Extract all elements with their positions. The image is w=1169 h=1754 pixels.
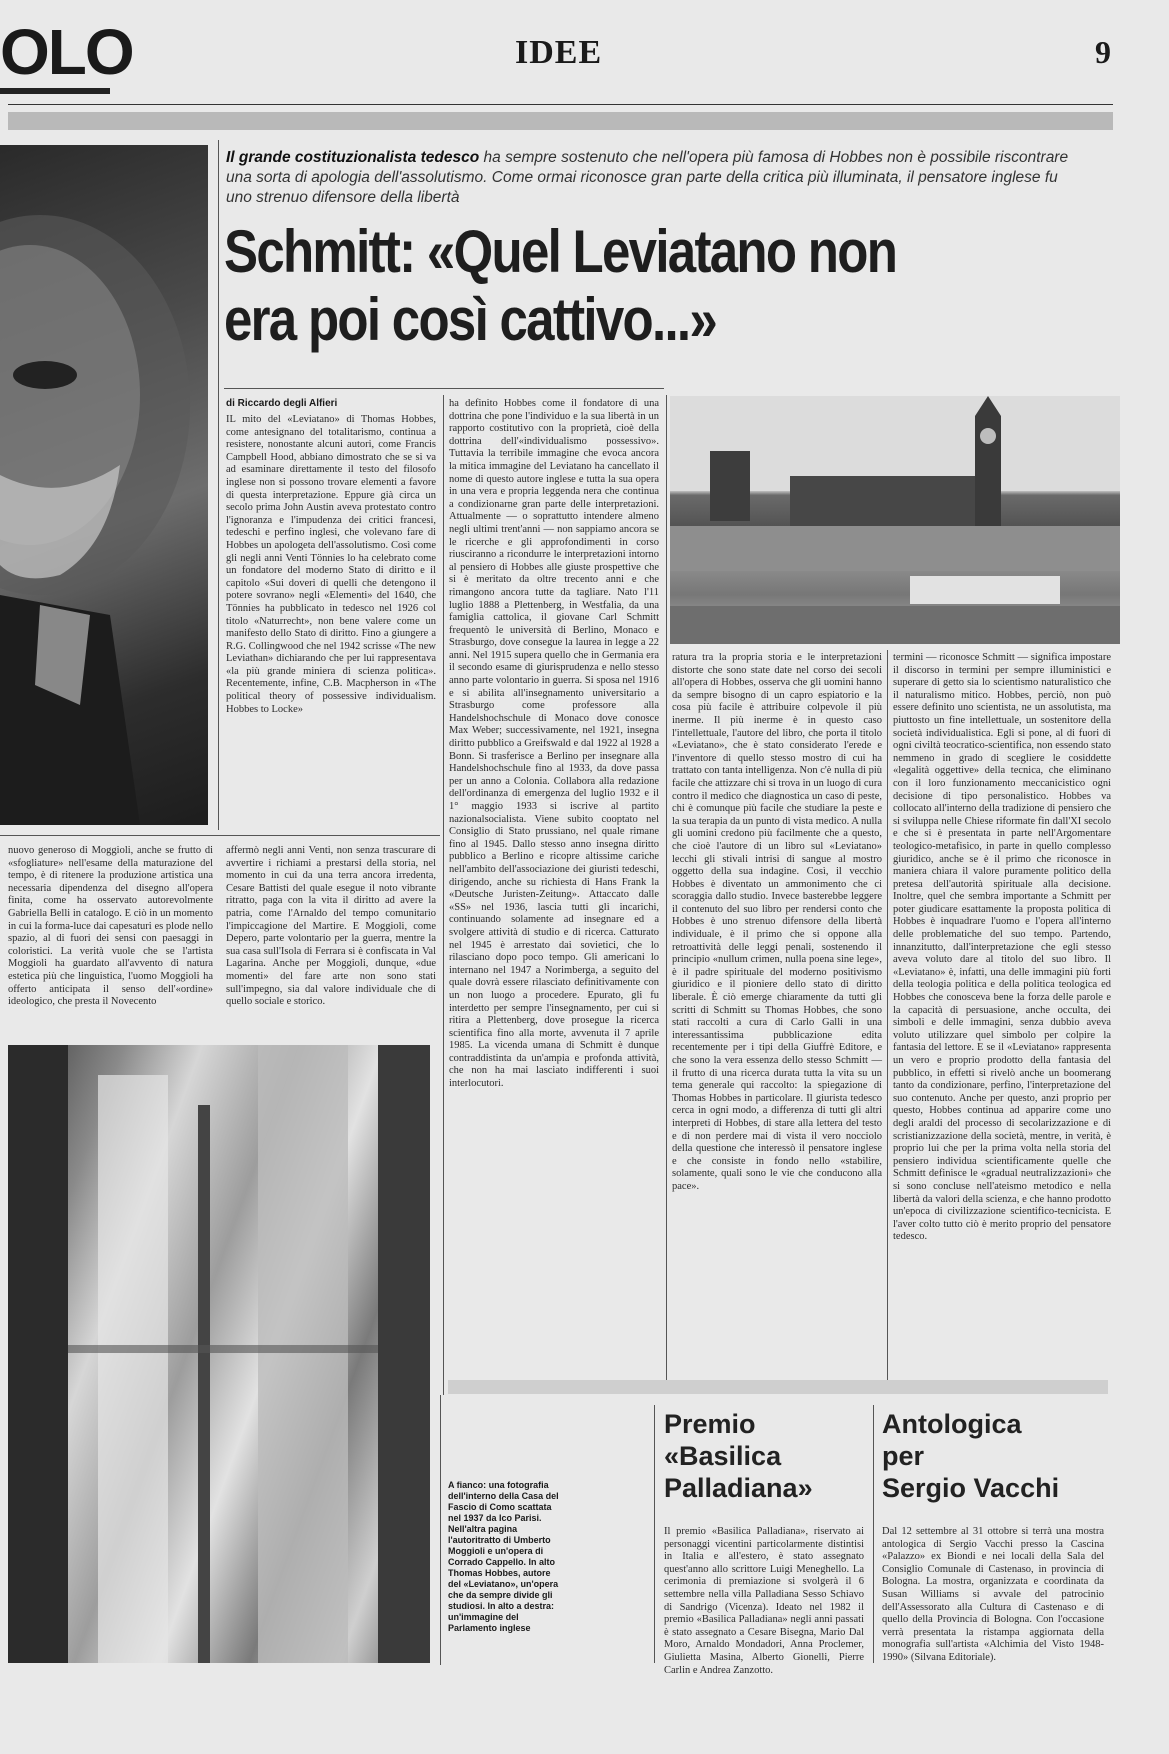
portrait-column-rule [218,140,219,830]
section-title: IDEE [515,34,603,71]
parliament-illustration [670,396,1120,644]
headline-rule [224,388,664,389]
photo-caption: A fianco: una fotografia dell'interno della Casa del Fascio di Como scattata nel 1937 da Ico Parisi. Nell'altra pagina l'autoritratto di Umberto Moggioli e un'opera di Corrado Cappello. In alto Thomas Hobbes, autore del «Leviatano», un'opera che da sempre divide gli studiosi. In alto a destra: un'immagine del Parlamento inglese [448,1480,559,1633]
kicker-lead: Il grande costituzionalista tedesco [226,149,480,166]
article-byline: di Riccardo degli Alfieri [226,398,338,409]
column-rule-3 [887,650,888,1380]
header-band [8,112,1113,130]
article-column-2: ha definito Hobbes come il fondatore di una dottrina che pone l'individuo e la sua libertà in un rapporto costitutivo con la proprietà, cioè della dottrina dell'«individualismo possessivo». Tuttavia la terribile immagine che evoca ancora la mitica immagine del Leviatano ha cancellato il nome di questo autore inglese e tutta la sua opera in una vera e propria leggenda nera che continua a condizionarne gran parte delle interpretazioni. Attualmente — o soprattutto intendere almeno negli ultimi trent'anni — non sappiamo ancora se le ricerche e gli approfondimenti in corso riusciranno a ricondurre le interpretazioni intorno al pensiero di Hobbes alle giuste prospettive che si è meritato da oltre trecento anni e che rimangono ancora tutte da tagliare. Nato l'11 luglio 1888 a Plettenberg, in Westfalia, da una famiglia cattolica, il giovane Carl Schmitt frequentò le università di Berlino, Monaco e Strasburgo, dove consegue la laurea in legge a 22 anni. Nel 1915 supera quello che in Germania era il secondo esame di giurisprudenza e nello stesso anno parte volontario in guerra. Si sposa nel 1916 e si abilita all'insegnamento universitario a Strasburgo come professore alla Handelshochschule di Monaco dove conosce Max Weber; successivamente, nel 1921, insegna diritto pubblico a Greifswald e dal 1922 al 1928 a Bonn. Si trasferisce a Berlino per insegnare alla Handelshochschule fino al 1933, da dove passa per un anno a Colonia. Collabora alla redazione dell'ordinanza di emergenza del luglio 1932 e il 1° maggio 1933 si iscrive al partito nazionalsocialista. Viene subito cooptato nel Consiglio di Stato prussiano, nel quale rimane fino al 1945. Dallo stesso anno insegna diritto pubblico a Berlino e ricopre altissime cariche nell'ambito dell'associazione dei giuristi tedeschi, dirigendo, anche su richiesta di Hans Frank la «Deutsche Juristen-Zeitung». Attaccato dalle «SS» nel 1936, lascia tutti gli incarichi, continuando solamente ad insegnare ed a svolgere attività di studio e di ricerca. Catturato nel 1945 è arrestato dai sovietici, che lo rilasciano dopo poco tempo. Gli americani lo internano nel 1947 a Norimberga, a seguito del quale dovrà essere rilasciato definitivamente con un non luogo a procedere. Epurato, gli fu interdetto per sempre l'insegnamento, per cui si ritira a Plettenberg, dove prosegue la ricerca scientifica fino alla morte, avvenuta il 7 aprile 1985. La vicenda umana di Schmitt è dunque contraddistinta da un'ampia e profonda attività, che non ha mai lasciato indifferenti i suoi interlocutori. [449,398,659,1090]
antologica-title-line-1: Antologica [882,1409,1022,1439]
antologica-text: Dal 12 settembre al 31 ottobre si terrà una mostra antologica di Sergio Vacchi presso la Cascina «Palazzo» ex Biondi e nei locali della Sala del Consiglio Comunale di Castenaso, in provincia di Bologna. La mostra, organizzata e coordinata da Susan Williams si avvale del patrocinio dell'Assessorato alla Cultura di Castenaso e di quello della Provincia di Bologna. Con l'occasione verrà presentata la ristampa aggiornata della monografia sull'artista «Alchimia del Visto 1948-1990» (Silvana Editoriale). [882,1526,1104,1663]
casa-del-fascio-photo [8,1045,430,1663]
portrait-illustration [0,145,208,825]
premio-title [664,1408,864,1504]
interior-illustration [8,1045,430,1663]
article-column-1: IL mito del «Leviatano» di Thomas Hobbes, come antesignano del totalitarismo, continua a resistere, nonostante alcuni autori, come Francis Campbell Hood, abbiano dimostrato che se si va ad esaminare direttamente il testo del filosofo inglese non si possono trovare elementi a favore di questa interpretazione. Eppure già circa un secolo prima John Austin aveva protestato contro l'ignoranza e l'impudenza dei critici francesi, tedeschi e perfino inglesi, che volevano fare di Hobbes un apologeta dell'assolutismo. Così come gli negli anni Venti Tönnies lo ha celebrato come un fondatore del moderno Stato di diritto e il capitolo «Sui doveri di quelli che detengono il potere sovrano» negli «Elementi» del 1640, che Tönnies ha pubblicato in tedesco nel 1926 col titolo «Naturrecht», non bene valere come un manifesto dello Stato di diritto. Fino a giungere a R.G. Collingwood che nel 1942 scrisse «The new Leviathan» dichiarando che per lui rappresentava «la più grande miniera di scienza politica». Recentemente, infine, C.B. Macpherson in «The political theory of possessive individualism. Hobbes to Locke» [226,414,436,715]
article-headline: Schmitt: «Quel Leviatano non era poi così cattivo...» [224,218,897,353]
antologica-title [882,1408,1102,1504]
article-kicker [226,148,1086,208]
premio-title-line-1: Premio [664,1409,756,1439]
column-rule-1 [443,395,444,1395]
boxes-band [448,1380,1108,1394]
masthead-name: OLO [0,16,133,88]
page-number: 9 [1095,34,1111,70]
parliament-photo [670,396,1120,644]
premio-text: Il premio «Basilica Palladiana», riservato ai personaggi vicentini particolarmente distintisi in Italia e all'estero, è stato assegnato quest'anno allo scrittore Luigi Meneghello. La cerimonia di premiazione si svolgerà il 6 settembre nella villa Palladiana Sesso Schiavo di Sandrigo (Vicenza). Ideato nel 1982 il premio «Basilica Palladiana» negli anni passati è stato assegnato a Cesare Bisegna, Mario Dal Moro, Arnaldo Mondadori, Anna Proclemer, Giulietta Masina, Alberto Gionelli, Pierre Carlin e Andrea Zanzotto. [664,1526,864,1676]
premio-title-line-3: Palladiana» [664,1473,813,1503]
antologica-title-line-3: Sergio Vacchi [882,1473,1060,1503]
column-rule-2 [666,395,667,1380]
article-column-3: ratura tra la propria storia e le interpretazioni distorte che sono state date nel corso dei secoli all'opera di Hobbes, osserva che gli uomini hanno da sempre bisogno di un capro espiatorio e la cosa più facile è attribuire colpevole il più inerme. Il più inerme è in questo caso l'intellettuale, l'autore del libro, che porta il titolo «Leviatano», che è stato considerato l'erede e l'inventore di quello stesso mostro di cui ha trattato con tanta intelligenza. Non c'è nulla di più facile che attizzare chi si trova in un luogo di cura contro il medico che diagnostica un caso di peste, chi è comunque più facile che studiare la peste e la sua terapia da un punto di vista medico. A nulla gli uomini credono più facilmente che a questo, che cioè l'autore di un libro sul «Leviatano» lecchi gli stivali intrisi di sangue al mostro oggetto della sua indagine. Così, il vecchio Hobbes è diventato un ammonimento che ci scoraggia dallo studio. Invece basterebbe leggere il contenuto del suo libro per rendersi conto che Hobbes è uno strenuo difensore della libertà individuale, è il primo che si oppone alla retroattività delle leggi penali, sostenendo il principio «nullum crimen, nulla poena sine lege», è il padre spirituale del moderno positivismo giuridico e il pioniere dello stato di diritto liberale. È ciò emerge chiaramente da tutti gli scritti di Schmitt su Thomas Hobbes, che sono stati raccolti a cura di Carlo Galli in una interessantissima pubblicazione edita recentemente per i tipi della Giuffrè Editore, e che sono la vera essenza dello stesso Schmitt — il frutto di una ricerca durata tutta la vita su un tema generale qui raccolto: la spiegazione di Thomas Hobbes in particolare. Il giurista tedesco cerca in ogni modo, a differenza di tutti gli altri interpreti di Hobbes, di stare alla lettera del testo e di non perdere mai di vista il vero nocciolo della questione che interessò il pensatore inglese e che consiste in fondo nello «stabilire, solamente, quali sono le vie che conducono alla pace». [672,652,882,1192]
antologica-title-line-2: per [882,1441,925,1471]
box-rule-2 [873,1405,874,1663]
lower-section-rule [0,835,440,836]
article-column-4: termini — riconosce Schmitt — significa impostare il discorso in termini per sempre illuministici e superare di getto sia lo scientismo naturalistico che il naturalismo mitico. Hobbes, perciò, non può essere definito uno scientista, ne un assolutista, ma piuttosto un fine intellettuale, un sostenitore della società individualistica. Egli si pone, al di fuori di ogni civiltà teocratico-scientifica, non essendo stato nemmeno in grado di scegliere le cosiddette «legalità oggettive» della tecnica, che eliminano con il loro funzionamento meccanicistico ogni decisione di tipo personalistico. Hobbes va collocato all'interno della tradizione di pensiero che si sviluppa nelle Chiese riformate fin dall'XI secolo e che si è presentata in parte nell'Argomentare teologico-metafisico, in parte in quello complesso giuridico, anche se è il primo che riconosce in maniera chiara il valore puramente politico della pretesa dell'autorità spirituale alla decisione. Inoltre, quel che sembra importante a Schmitt per poter giudicare esattamente la proposta politica di Hobbes è inquadrare l'uomo e l'opera all'interno delle problematiche del suo tempo. Partendo, innanzitutto, dall'interpretazione che egli stesso aveva voluto dare al titolo del suo libro. Il «Leviatano» è, infatti, una delle immagini più forti della teologia politica e della politica teologica ed Hobbes che conosceva bene la forza delle parole e la capacità di persuasione, anche occulta, dei simboli e delle immagini, senza dubbio aveva voluto utilizzare quel simbolo per colpire la fantasia del lettore. E se il «Leviatano» rappresenta un vero e proprio prodotto della fantasia del pubblico, in effetti si rivelò anche un boomerang tanto da condizionare, perfino, l'interpretazione del suo contenuto. Anche per questo, anzi proprio per questo, Hobbes continua ad apparire come uno degli araldi del processo di secolarizzazione e di scristianizzazione della società, mentre, in verità, è proprio lui che per la prima volta nella storia del pensiero individua scientificamente quelle che Schmitt definisce le «gradual neutralizzazioni» che si sono concluse nell'ateismo metodico e nella libertà da valori della scienza, e che hanno prodotto un'epoca di civilizzazione scientifico-tecnicista. E l'aver colto tutto ciò è merito proprio del pensatore tedesco. [893,652,1111,1243]
moggioli-column-1: nuovo generoso di Moggioli, anche se frutto di «sfogliature» nell'esame della maturazione del tempo, è di ritenere la produzione artistica una necessaria dipendenza del disegno all'opera finita, come ha osservato autorevolmente Gabriella Belli in catalogo. E ciò in un momento in cui la forma-luce dai capesaturi es plode nello spazio, al di fuori dei sensi con paesaggi in coloristici. La verità vuole che se l'artista Moggioli ha guardato all'avvento di natura estetica più che linguistica, l'uomo Moggioli ha offerto anticipata il senso dell'«ordine» ideologico, che presta il Novecento [8,845,213,1008]
header-rule [8,104,1113,105]
hobbes-portrait-image [0,145,208,825]
kicker-text: ha sempre sostenuto che nell'opera più famosa di Hobbes non è possibile riscontrare una sorta di apologia dell'assolutismo. Come ormai riconosce gran parte della critica più illuminata, il pensatore inglese fu uno strenuo difensore della libertà [226,149,1069,206]
masthead-underline [0,88,110,94]
box-rule-1 [654,1405,655,1663]
moggioli-column-2: affermò negli anni Venti, non senza trascurare di avvertire i richiami a prestarsi della storia, nel momento in cui da una terra ancora irredenta, Cesare Battisti del quale esegue il noto vibrante ritratto, paga con la vita il diritto ad avere la patria, come l'Arnaldo del tempo comunitario l'impiccagione del Martire. E Moggioli, come Depero, parte volontario per la guerra, mentre la sua casa sull'Isola di Ferrara si è confiscata in Val Lagarina. Anche per Moggioli, dunque, «due momenti» del fare arte non sono stati sull'impegno, sia dal valore individuale che di quello sociale e storico. [226,845,436,1008]
caption-rule [440,1395,441,1665]
premio-title-line-2: «Basilica [664,1441,782,1471]
